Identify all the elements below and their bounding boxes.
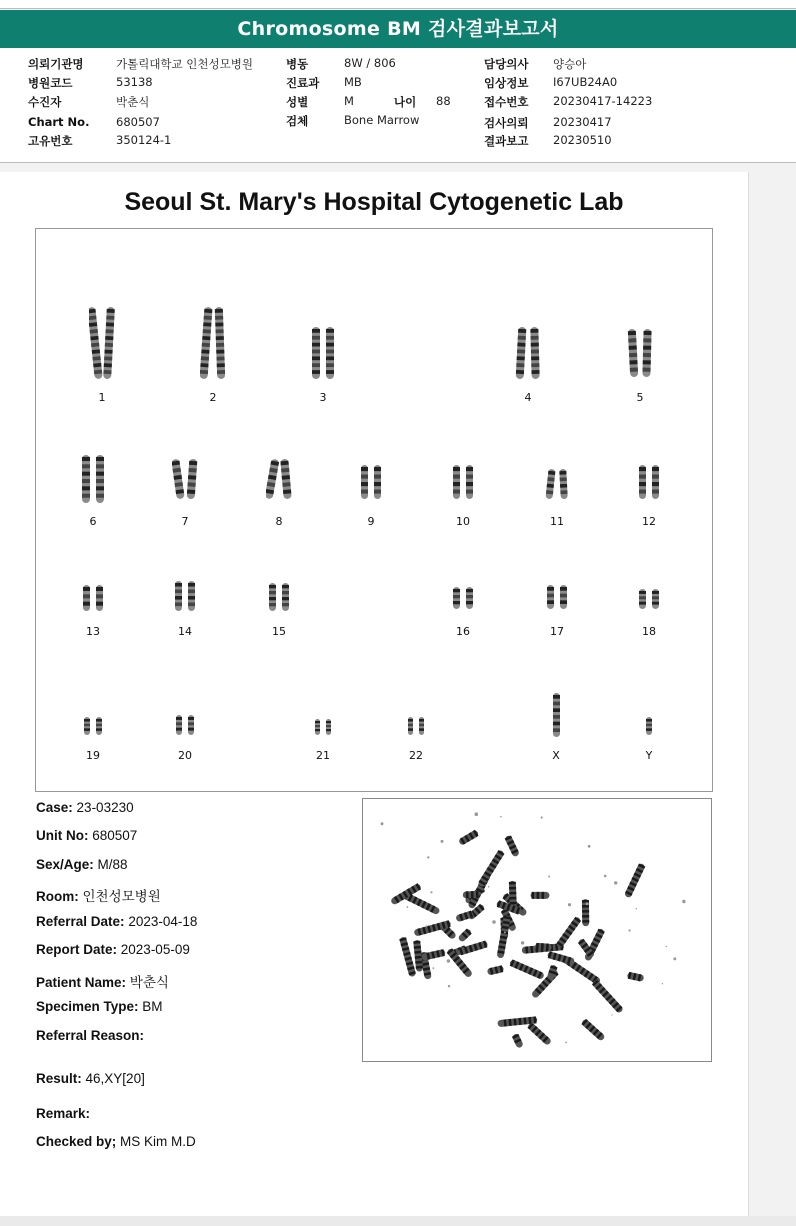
chromosome-pair-5 xyxy=(627,329,653,377)
metaphase-chromosome xyxy=(497,915,511,959)
detail-sex-age xyxy=(36,857,128,872)
field-value: 20230510 xyxy=(553,133,612,147)
background-speck xyxy=(588,845,591,848)
detail-remark xyxy=(36,1106,90,1121)
chromosome-label-15: 15 xyxy=(272,625,286,638)
detail-room xyxy=(36,885,161,905)
metaphase-chromosome xyxy=(581,1018,606,1042)
detail-label: Result: xyxy=(36,1071,82,1086)
chromosome-pair-3 xyxy=(310,327,336,379)
field-value: 박춘식 xyxy=(116,95,150,109)
lab-title: Seoul St. Mary's Hospital Cytogenetic Lab xyxy=(124,188,624,216)
chromosome-pair-22 xyxy=(406,717,426,735)
metaphase-chromosome xyxy=(556,916,582,949)
background-speck xyxy=(548,876,550,878)
detail-referral-date xyxy=(36,914,197,929)
background-speck xyxy=(666,946,667,947)
field-label: 수진자 xyxy=(28,95,62,109)
background-speck xyxy=(441,840,444,843)
background-speck xyxy=(662,983,663,984)
field-value: 350124-1 xyxy=(116,133,172,147)
detail-value: 인천성모병원 xyxy=(82,889,161,904)
top-border xyxy=(0,0,796,9)
chromosome-pair-14 xyxy=(173,581,197,611)
detail-label: Checked by; xyxy=(36,1134,117,1149)
background-speck xyxy=(504,931,506,933)
page-bottom xyxy=(0,1216,796,1226)
metaphase-chromosome xyxy=(504,835,520,858)
chromosome-label-3: 3 xyxy=(319,391,327,404)
detail-label: Remark: xyxy=(36,1106,91,1121)
field-label: 성별 xyxy=(286,95,309,109)
field-label: 결과보고 xyxy=(484,134,529,148)
detail-label: Referral Reason: xyxy=(36,1028,145,1043)
chromosome-label-10: 10 xyxy=(456,515,470,528)
field-label: 나이 xyxy=(394,95,417,109)
header-info xyxy=(0,48,796,163)
chromosome-pair-12 xyxy=(637,465,661,499)
metaphase-chromosome xyxy=(487,965,505,976)
background-speck xyxy=(475,812,479,816)
background-speck xyxy=(426,925,428,927)
background-speck xyxy=(488,886,490,888)
detail-checked-by xyxy=(36,1134,196,1149)
background-speck xyxy=(682,900,685,903)
detail-label: Report Date: xyxy=(36,942,118,957)
field-label: 진료과 xyxy=(286,76,320,90)
field-label: 검체 xyxy=(286,114,309,128)
field-value: 88 xyxy=(436,94,451,108)
background-speck xyxy=(521,941,524,944)
chromosome-pair-17 xyxy=(545,585,569,609)
field-label: 의뢰기관명 xyxy=(28,57,84,71)
background-speck xyxy=(565,1042,567,1044)
background-speck xyxy=(427,856,429,858)
detail-value: 23-03230 xyxy=(76,800,134,815)
field-value: 53138 xyxy=(116,75,153,89)
background-speck xyxy=(611,1014,612,1015)
detail-value: 2023-04-18 xyxy=(128,914,198,929)
chromosome-pair-4 xyxy=(515,327,541,379)
detail-referral-reason xyxy=(36,1028,144,1043)
background-speck xyxy=(447,959,450,962)
metaphase-chromosome xyxy=(627,972,645,982)
chromosome-label-22: 22 xyxy=(409,749,423,762)
chromosome-label-16: 16 xyxy=(456,625,470,638)
chromosome-pair-2 xyxy=(200,307,226,379)
chromosome-pair-21 xyxy=(313,719,333,735)
chromosome-label-19: 19 xyxy=(86,749,100,762)
metaphase-chromosome xyxy=(512,1033,524,1049)
field-value: 가톨릭대학교 인천성모병원 xyxy=(116,57,253,71)
chromosome-label-21: 21 xyxy=(316,749,330,762)
detail-label: Sex/Age: xyxy=(36,857,94,872)
background-speck xyxy=(381,822,384,825)
detail-label: Unit No: xyxy=(36,828,89,843)
metaphase-chromosome xyxy=(509,959,545,980)
chromosome-pair-6 xyxy=(80,455,106,503)
chromosome-label-14: 14 xyxy=(178,625,192,638)
metaphase-chromosome xyxy=(527,1022,552,1046)
chromosome-pair-11 xyxy=(545,469,569,499)
chromosome-label-2: 2 xyxy=(209,391,217,404)
background-speck xyxy=(586,902,589,905)
report-title: Chromosome BM 검사결과보고서 xyxy=(0,10,796,48)
chromosome-pair-19 xyxy=(82,717,104,735)
detail-value: BM xyxy=(142,999,163,1014)
detail-value: 46,XY[20] xyxy=(85,1071,145,1086)
detail-label: Room: xyxy=(36,889,79,904)
background-speck xyxy=(492,920,496,924)
detail-value: 박춘식 xyxy=(129,975,169,990)
detail-value: MS Kim M.D xyxy=(120,1134,196,1149)
chromosome-pair-8 xyxy=(266,459,292,499)
metaphase-spread xyxy=(363,799,711,1061)
chromosome-label-7: 7 xyxy=(181,515,189,528)
background-speck xyxy=(629,929,631,931)
chromosome-label-13: 13 xyxy=(86,625,100,638)
metaphase-chromosome xyxy=(547,951,575,965)
metaphase-chromosome xyxy=(458,829,480,846)
chromosome-pair-15 xyxy=(267,583,291,611)
chromosome-pair-20 xyxy=(174,715,196,735)
background-speck xyxy=(673,957,676,960)
detail-label: Referral Date: xyxy=(36,914,125,929)
detail-label: Case: xyxy=(36,800,73,815)
chromosome-label-4: 4 xyxy=(524,391,532,404)
metaphase-chromosome xyxy=(421,949,446,961)
field-label: 병동 xyxy=(286,57,309,71)
detail-unit-no xyxy=(36,828,137,843)
background-speck xyxy=(541,816,543,818)
field-value: 20230417 xyxy=(553,115,612,129)
chromosome-label-6: 6 xyxy=(89,515,97,528)
detail-label: Specimen Type: xyxy=(36,999,139,1014)
chromosome-label-12: 12 xyxy=(642,515,656,528)
background-speck xyxy=(407,906,409,908)
chromosome-label-20: 20 xyxy=(178,749,192,762)
field-label: 임상정보 xyxy=(484,76,529,90)
field-value: MB xyxy=(344,75,362,89)
field-label: 검사의뢰 xyxy=(484,116,529,130)
metaphase-chromosome xyxy=(457,928,472,943)
field-value: I67UB24A0 xyxy=(553,75,618,89)
detail-value: 680507 xyxy=(92,828,138,843)
metaphase-chromosome xyxy=(455,910,474,922)
background-speck xyxy=(500,816,502,818)
chromosome-label-8: 8 xyxy=(275,515,283,528)
karyogram xyxy=(35,228,713,792)
chromosome-pair-X xyxy=(551,693,562,737)
report-sheet xyxy=(0,172,749,1216)
chromosome-pair-16 xyxy=(451,587,475,609)
field-label: 접수번호 xyxy=(484,95,529,109)
detail-report-date xyxy=(36,942,190,957)
detail-result xyxy=(36,1071,145,1086)
chromosome-pair-13 xyxy=(81,585,105,611)
background-speck xyxy=(604,875,607,878)
detail-value: 2023-05-09 xyxy=(120,942,190,957)
chromosome-label-X: X xyxy=(552,749,560,762)
metaphase-chromosome xyxy=(535,943,552,951)
background-speck xyxy=(448,985,450,987)
detail-value: M/88 xyxy=(97,857,128,872)
field-value: M xyxy=(344,94,354,108)
detail-label: Patient Name: xyxy=(36,975,127,990)
field-value: 680507 xyxy=(116,115,160,129)
metaphase-image xyxy=(362,798,712,1062)
metaphase-chromosome xyxy=(591,979,624,1014)
chromosome-label-11: 11 xyxy=(550,515,564,528)
detail-case xyxy=(36,800,134,815)
field-label: 고유번호 xyxy=(28,134,73,148)
chromosome-label-18: 18 xyxy=(642,625,656,638)
chromosome-pair-10 xyxy=(451,465,475,499)
chromosome-pair-Y xyxy=(644,717,654,735)
chromosome-label-Y: Y xyxy=(645,749,653,762)
field-label: Chart No. xyxy=(28,115,90,129)
metaphase-chromosome xyxy=(463,891,480,898)
detail-specimen-type xyxy=(36,999,163,1014)
background-speck xyxy=(568,903,571,906)
chromosome-pair-9 xyxy=(359,465,383,499)
background-speck xyxy=(636,908,637,909)
chromosome-label-17: 17 xyxy=(550,625,564,638)
metaphase-chromosome xyxy=(531,892,550,899)
background-speck xyxy=(430,891,432,893)
metaphase-chromosome xyxy=(457,940,488,955)
metaphase-chromosome xyxy=(624,863,646,899)
field-label: 담당의사 xyxy=(484,57,529,71)
metaphase-chromosome xyxy=(477,849,505,888)
field-value: 양승아 xyxy=(553,57,587,71)
chromosome-label-9: 9 xyxy=(367,515,375,528)
chromosome-label-1: 1 xyxy=(98,391,106,404)
chromosome-pair-1 xyxy=(89,307,115,379)
background-speck xyxy=(614,881,617,884)
detail-patient-name xyxy=(36,971,169,991)
chromosome-label-5: 5 xyxy=(636,391,644,404)
field-value: 8W / 806 xyxy=(344,56,396,70)
field-label: 병원코드 xyxy=(28,76,73,90)
chromosome-pair-7 xyxy=(172,459,198,499)
chromosome-pair-18 xyxy=(637,589,661,609)
field-value: Bone Marrow xyxy=(344,113,420,127)
background-speck xyxy=(432,967,434,969)
field-value: 20230417-14223 xyxy=(553,94,653,108)
